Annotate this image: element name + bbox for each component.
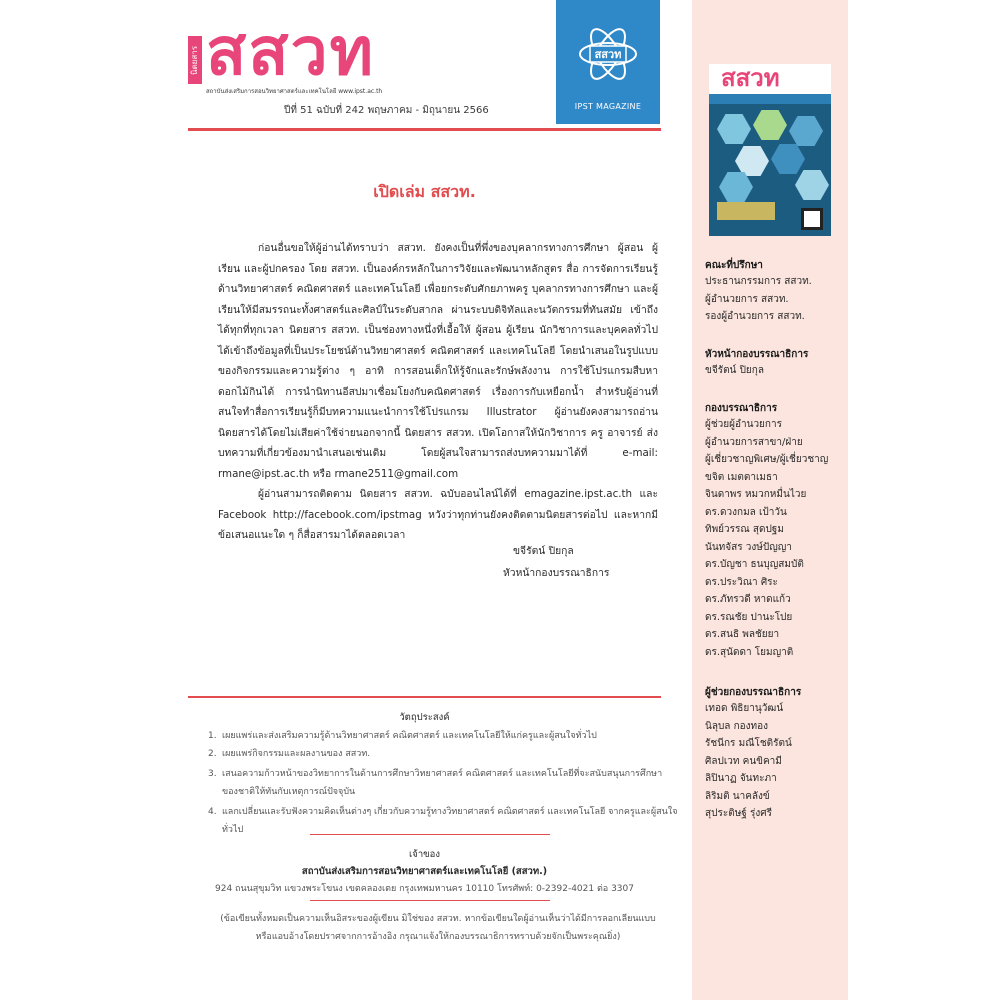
list-item: ดร.ประวิณา ศิระ <box>705 576 778 588</box>
objectives-list <box>208 728 678 839</box>
list-item: ลิริมติ นาคลังข์ <box>705 790 770 802</box>
disclaimer-text: (ข้อเขียนทั้งหมดเป็นความเห็นอิสระของผู้เขียน มิใช่ของ สสวท. หากข้อเขียนใดผู้อ่านเห็นว่าได้มีการลอกเลียนแบบหรือแอบอ้างโดยปราศจากการอ้างอิง กรุณาแจ้งให้กองบรรณาธิการทราบด้วยจักเป็นพระคุณยิ่ง) <box>220 914 656 942</box>
assistant-editor-heading: ผู้ช่วยกองบรรณาธิการ <box>705 687 802 698</box>
magazine-brand: สสวท <box>206 13 376 90</box>
article-title: เปิดเล่ม สสวท. <box>373 182 476 201</box>
list-item: รองผู้อำนวยการ สสวท. <box>705 311 805 322</box>
cover-hex-tile <box>719 172 753 202</box>
institute-line: สถาบันส่งเสริมการสอนวิทยาศาสตร์และเทคโนโลยี www.ipst.ac.th <box>206 88 383 95</box>
editorial-heading: กองบรรณาธิการ <box>705 403 778 414</box>
list-item: ดร.บัญชา ธนบุญสมบัติ <box>705 559 804 570</box>
article-paragraph: ผู้อ่านสามารถติดตาม นิตยสาร สสวท. ฉบับออนไลน์ได้ที่ emagazine.ipst.ac.th และ Facebook http://facebook.com/ipstmag หวังว่าทุกท่านยังคงติดตามนิตยสารต่อไป และหากมีข้อเสนอแนะใด ๆ ก็สื่อสารมาได้ตลอดเวลา <box>218 488 658 541</box>
cover-headline-block <box>717 202 775 220</box>
list-item: ดร.สนธิ พลชัยยา <box>705 629 780 640</box>
item-text: เผยแพร่และส่งเสริมความรู้ด้านวิทยาศาสตร์ คณิตศาสตร์ และเทคโนโลยีให้แก่ครูและผู้สนใจทั่วไป <box>222 731 597 741</box>
item-number: 1. <box>208 731 217 741</box>
list-item: ดร.ดวงกมล เป้าวัน <box>705 506 787 518</box>
cover-hex-tile <box>735 146 769 176</box>
list-item: เทอด พิธิยานุวัฒน์ <box>705 703 784 714</box>
owner-divider <box>310 834 550 835</box>
list-item <box>208 766 678 801</box>
list-item: ผู้เชี่ยวชาญพิเศษ/ผู้เชี่ยวชาญ <box>705 454 829 465</box>
list-item: นันทจัสร วงษ์ปัญญา <box>705 541 792 553</box>
list-item: นิลุบล กองทอง <box>705 720 769 732</box>
list-item: ดร.ภัทรวดี หาดแก้ว <box>705 594 791 605</box>
ipst-logo-box <box>556 0 660 124</box>
section-divider <box>188 696 661 698</box>
advisors-list <box>705 273 812 326</box>
signature-title: หัวหน้ากองบรรณาธิการ <box>503 567 610 579</box>
list-item: ดร.รณชัย ปานะโปย <box>705 611 793 623</box>
chief-editor-list <box>705 362 764 380</box>
cover-hex-tile <box>789 116 823 146</box>
magazine-tag: นิตยสาร <box>188 36 202 84</box>
list-item: ลิปินาฏ จันทะภา <box>705 773 777 784</box>
objectives-heading: วัตถุประสงค์ <box>399 712 450 723</box>
list-item: ทิพย์วรรณ สุดปฐม <box>705 524 784 535</box>
cover-hex-tile <box>717 114 751 144</box>
logo-text: สสวท <box>594 48 622 61</box>
disclaimer-divider <box>310 900 550 901</box>
owner-name: สถาบันส่งเสริมการสอนวิทยาศาสตร์และเทคโนโลยี (สสวท.) <box>301 866 548 877</box>
owner-address: 924 ถนนสุขุมวิท แขวงพระโขนง เขตคลองเตย กรุงเทพมหานคร 10110 โทรศัพท์: 0-2392-4021 ต่อ 3307 <box>215 884 634 894</box>
list-item: ผู้ช่วยผู้อำนวยการ <box>705 419 782 430</box>
list-item: ผู้อำนวยการ สสวท. <box>705 293 789 305</box>
cover-hex-tile <box>795 170 829 200</box>
item-text: แลกเปลี่ยนและรับฟังความคิดเห็นต่างๆ เกี่ยวกับความรู้ทางวิทยาศาสตร์ คณิตศาสตร์ และเทคโนโลยี จากครูและผู้สนใจทั่วไป <box>222 807 678 835</box>
cover-hex-tile <box>753 110 787 140</box>
article-paragraph: ก่อนอื่นขอให้ผู้อ่านได้ทราบว่า สสวท. ยังคงเป็นที่พึ่งของบุคลากรทางการศึกษา ผู้สอน ผู้เรียน และผู้ปกครอง โดย สสวท. เป็นองค์กรหลักในการวิจัยและพัฒนาหลักสูตร สื่อ การจัดการเรียนรู้ด้านวิทยาศาสตร์ คณิตศาสตร์ และเทคโนโลยี เพื่อยกระดับศักยภาพครู บุคลากรทางการศึกษา และผู้เรียนให้มีสมรรถนะทั้งศาสตร์และศิลป์ในระดับสากล ผ่านระบบดิจิทัลและนวัตกรรมที่ทันสมัย เข้าถึงได้ทุกที่ทุกเวลา นิตยสาร สสวท. เป็นช่องทางหนึ่งที่เอื้อให้ ผู้สอน ผู้เรียน นักวิชาการและบุคคลทั่วไปได้เข้าถึงข้อมูลที่เป็นประโยชน์ด้านวิทยาศาสตร์ คณิตศาสตร์ และเทคโนโลยี โดยนำเสนอในรูปแบบของกิจกรรมและความรู้ต่าง ๆ อาทิ การสอนเด็กให้รู้จักและรักษ์พลังงาน การใช้โปรแกรมสืบหาดอกไม้กินได้ การนำนิทานอีสปมาเชื่อมโยงกับคณิตศาสตร์ เรื่องการกับเหยือกน้ำ สำหรับผู้อ่านที่สนใจทำสื่อการเรียนรู้ก็มีบทความแนะนำการใช้โปรแกรม Illustrator ผู้อ่านยังคงสามารถอ่านนิตยสารได้โดยไม่เสียค่าใช้จ่ายนอกจากนี้ นิตยสาร สสวท. เปิดโอกาสให้นักวิชาการ ครู อาจารย์ ส่งบทความที่เกี่ยวข้องมานำเสนอเช่นเดิม โดยผู้สนใจสามารถส่งบทความมาได้ที่ e-mail: rmane@ipst.ac.th หรือ rmane2511@gmail.com <box>218 242 658 480</box>
signature-block <box>503 540 673 584</box>
chief-editor-heading: หัวหน้ากองบรรณาธิการ <box>705 349 809 360</box>
list-item: จินดาพร หมวกหมื่นไวย <box>705 489 807 500</box>
header-divider <box>188 128 661 131</box>
qr-code-icon <box>801 208 823 230</box>
assistant-editor-list <box>705 700 792 823</box>
list-item: ดร.สุนัดดา โยมญาติ <box>705 646 794 658</box>
cover-brand: สสวท <box>721 64 780 92</box>
list-item: ศิลปเวท คนขิคามี <box>705 755 782 767</box>
list-item: ประธานกรรมการ สสวท. <box>705 276 812 287</box>
owner-label: เจ้าของ <box>409 849 440 860</box>
advisors-heading: คณะที่ปรึกษา <box>705 260 763 271</box>
signature-name: ขจีรัตน์ ปิยกุล <box>513 545 574 557</box>
list-item <box>208 728 678 746</box>
magazine-cover-image <box>709 64 831 236</box>
list-item: สุประติษฐ์ รุ่งศรี <box>705 808 772 819</box>
list-item: รัชนีกร มณีโชติรัตน์ <box>705 738 792 749</box>
cover-hex-tile <box>771 144 805 174</box>
issue-line: ปีที่ 51 ฉบับที่ 242 พฤษภาคม - มิถุนายน 2566 <box>284 105 489 116</box>
list-item: ผู้อำนวยการสาขา/ฝ่าย <box>705 436 803 448</box>
editorial-list <box>705 416 828 661</box>
list-item: ขจีรัตน์ ปิยกุล <box>705 365 764 376</box>
atom-logo-icon <box>577 20 639 90</box>
editorial-article <box>218 238 658 546</box>
logo-caption: IPST MAGAZINE <box>574 102 642 111</box>
item-number: 2. <box>208 748 217 759</box>
item-number: 4. <box>208 807 217 817</box>
item-text: เสนอความก้าวหน้าของวิทยาการในด้านการศึกษาวิทยาศาสตร์ คณิตศาสตร์ และเทคโนโลยีที่จะสนับสนุนการศึกษาของชาติให้ทันกับเหตุการณ์ปัจจุบัน <box>222 769 663 797</box>
item-number: 3. <box>208 769 217 779</box>
item-text: เผยแพร่กิจกรรมและผลงานของ สสวท. <box>222 748 371 759</box>
list-item: ขจิต เมตตาเมธา <box>705 471 778 483</box>
list-item <box>208 746 678 764</box>
